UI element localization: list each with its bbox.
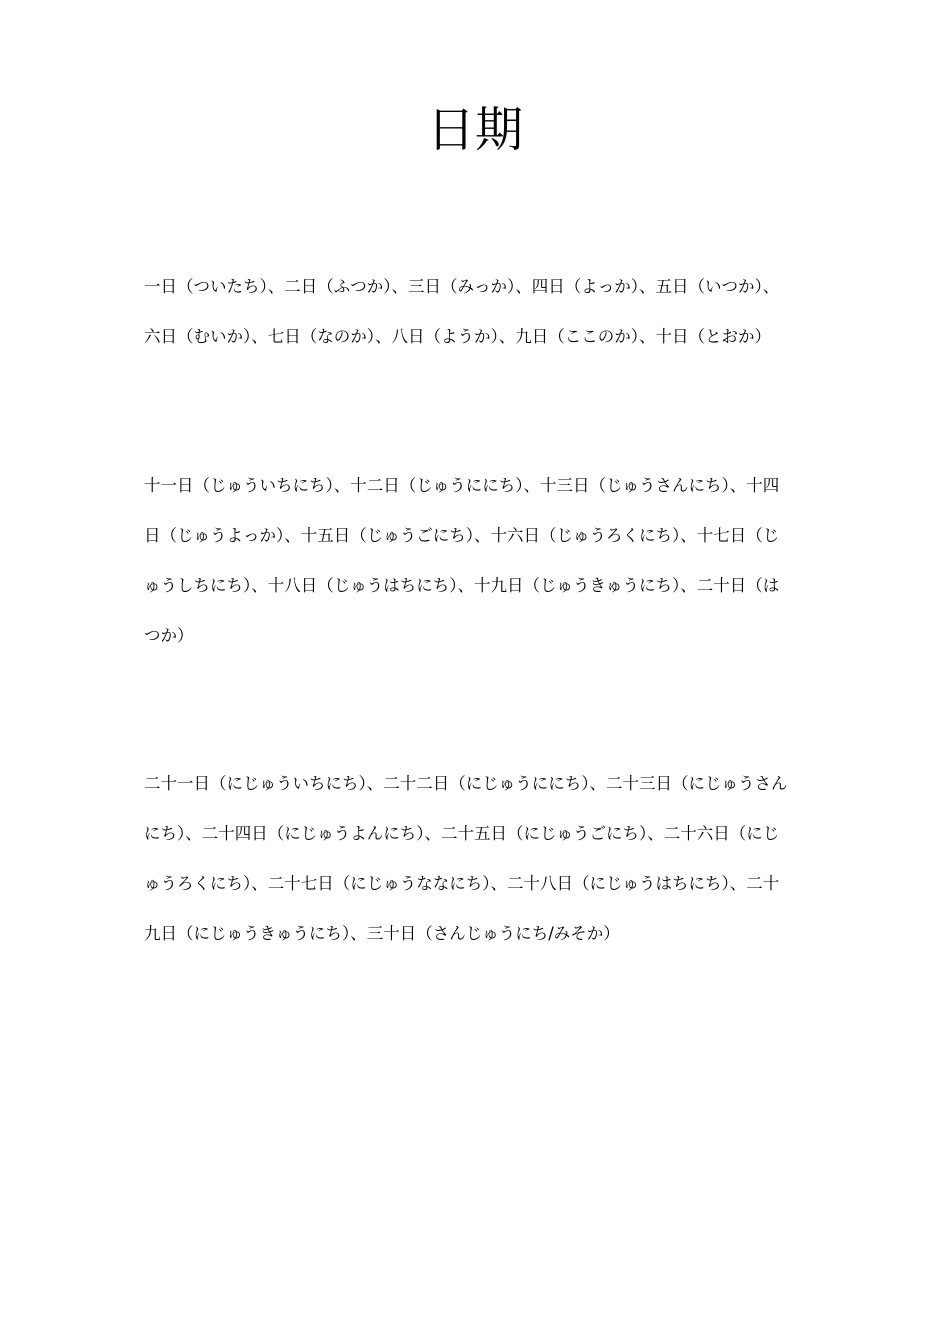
text-line: 九日（にじゅうきゅうにち）、三十日（さんじゅうにち/みそか） — [144, 924, 620, 943]
paragraph-days-21-30 — [144, 759, 814, 959]
paragraph-days-1-10 — [144, 262, 814, 362]
paragraph-days-11-20 — [144, 461, 814, 661]
text-line: つか） — [144, 626, 194, 645]
text-line: ゅうろくにち）、二十七日（にじゅうななにち）、二十八日（にじゅうはちにち）、二十 — [144, 874, 780, 893]
page-title: 日期 — [426, 102, 523, 158]
text-line: 二十一日（にじゅういちにち）、二十二日（にじゅうににち）、二十三日（にじゅうさん — [144, 774, 788, 793]
text-line: 六日（むいか）、七日（なのか）、八日（ようか）、九日（ここのか）、十日（とおか） — [144, 327, 771, 346]
text-line: 十一日（じゅういちにち）、十二日（じゅうににち）、十三日（じゅうさんにち）、十四 — [144, 476, 780, 495]
text-line: にち）、二十四日（にじゅうよんにち）、二十五日（にじゅうごにち）、二十六日（にじ — [144, 824, 780, 843]
text-line: 日（じゅうよっか）、十五日（じゅうごにち）、十六日（じゅうろくにち）、十七日（じ — [144, 526, 780, 545]
text-line: ゅうしちにち）、十八日（じゅうはちにち）、十九日（じゅうきゅうにち）、二十日（は — [144, 576, 780, 595]
text-line: 一日（ついたち）、二日（ふつか）、三日（みっか）、四日（よっか）、五日（いつか）、 — [144, 277, 780, 296]
